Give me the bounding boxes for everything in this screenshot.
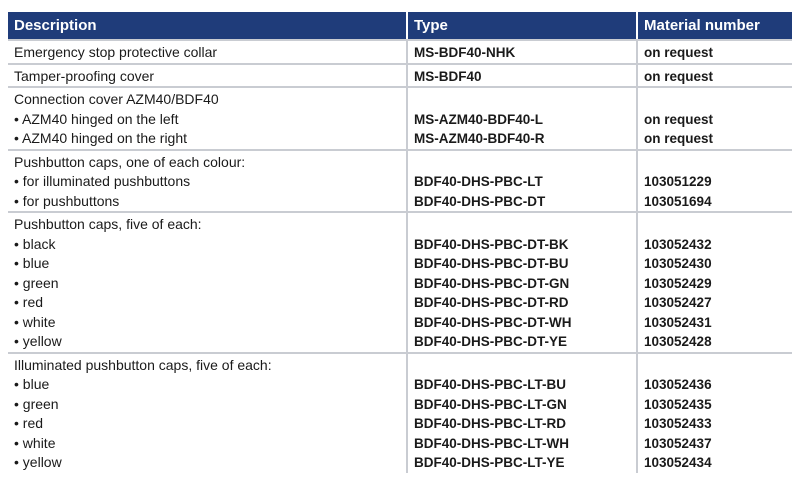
type-code: BDF40-DHS-PBC-DT-BK (414, 236, 569, 252)
material-number: 103052429 (644, 275, 712, 291)
description-cell (8, 354, 408, 473)
table-row (8, 211, 792, 352)
material-number: on request (644, 45, 714, 60)
material-number: 103052427 (644, 295, 712, 310)
description-line: Emergency stop protective collar (14, 44, 218, 60)
description-line: • red (14, 294, 44, 310)
material-number-cell (638, 41, 792, 63)
description-line: • AZM40 hinged on the right (14, 130, 188, 146)
header-material-number: Material number (644, 17, 760, 34)
description-line: • AZM40 hinged on the left (14, 110, 179, 127)
table-row (8, 63, 792, 87)
table-row (8, 39, 792, 63)
description-line: Connection cover AZM40/BDF40 (14, 91, 219, 107)
material-number: 103051229 (644, 174, 712, 189)
table-row (8, 352, 792, 473)
description-line: • green (14, 274, 59, 291)
material-number: 103052432 (644, 236, 712, 252)
type-code: MS-BDF40 (414, 68, 482, 84)
type-code: BDF40-DHS-PBC-LT-RD (414, 416, 566, 431)
description-line: • yellow (14, 454, 62, 470)
type-cell (408, 354, 638, 473)
material-number-cell (638, 65, 792, 87)
type-code: MS-AZM40-BDF40-L (414, 111, 544, 127)
material-number-cell (638, 88, 792, 149)
type-cell (408, 151, 638, 212)
type-code: BDF40-DHS-PBC-DT-YE (414, 334, 568, 349)
description-line: Pushbutton caps, five of each: (14, 216, 202, 232)
description-line: Tamper-proofing cover (14, 67, 155, 84)
description-line: • yellow (14, 333, 62, 349)
type-code: MS-BDF40-NHK (414, 45, 516, 60)
type-code: BDF40-DHS-PBC-DT-GN (414, 275, 570, 291)
description-line: • red (14, 415, 44, 431)
type-cell (408, 88, 638, 149)
material-number: 103052428 (644, 334, 712, 349)
type-cell (408, 41, 638, 63)
material-number: 103052437 (644, 435, 712, 451)
material-number: 103052431 (644, 314, 712, 330)
header-description: Description (8, 12, 408, 39)
material-number: on request (644, 68, 714, 84)
header-type: Type (408, 12, 638, 39)
material-number: on request (644, 111, 714, 127)
material-number-cell (638, 354, 792, 473)
description-line: • blue (14, 376, 50, 392)
material-number (644, 153, 792, 173)
accessories-table (8, 12, 792, 473)
table-header (8, 12, 792, 39)
description-cell (8, 88, 408, 149)
type-code (414, 215, 636, 235)
type-code: BDF40-DHS-PBC-LT (414, 174, 543, 189)
type-code: BDF40-DHS-PBC-DT-BU (414, 256, 569, 271)
type-code: BDF40-DHS-PBC-DT-WH (414, 314, 572, 330)
type-cell (408, 65, 638, 87)
type-code: BDF40-DHS-PBC-DT-RD (414, 295, 569, 310)
type-code: BDF40-DHS-PBC-LT-GN (414, 396, 567, 412)
material-number: 103052433 (644, 416, 712, 431)
description-line: • for illuminated pushbuttons (14, 173, 191, 189)
description-line: Illuminated pushbutton caps, five of each: (14, 356, 272, 373)
description-line: • blue (14, 255, 50, 271)
material-number: 103052436 (644, 377, 712, 392)
material-number: on request (644, 131, 714, 146)
material-number-cell (638, 213, 792, 352)
description-line: • for pushbuttons (14, 192, 120, 209)
description-line: Pushbutton caps, one of each colour: (14, 153, 246, 170)
description-cell (8, 151, 408, 212)
material-number: 103052434 (644, 455, 712, 470)
material-number (644, 356, 792, 376)
type-code: BDF40-DHS-PBC-DT (414, 193, 546, 209)
description-cell (8, 213, 408, 352)
description-cell (8, 41, 408, 63)
material-number (644, 215, 792, 235)
material-number: 103051694 (644, 193, 712, 209)
table-row (8, 149, 792, 212)
description-line: • black (14, 235, 56, 252)
description-line: • white (14, 313, 56, 330)
type-cell (408, 213, 638, 352)
type-code (414, 90, 636, 110)
type-code (414, 356, 636, 376)
description-line: • white (14, 434, 56, 451)
description-cell (8, 65, 408, 87)
type-code: BDF40-DHS-PBC-LT-BU (414, 377, 566, 392)
table-row (8, 86, 792, 149)
material-number: 103052435 (644, 396, 712, 412)
type-code: BDF40-DHS-PBC-LT-YE (414, 455, 565, 470)
material-number: 103052430 (644, 256, 712, 271)
type-code (414, 153, 636, 173)
material-number (644, 90, 792, 110)
table-body (8, 39, 792, 473)
type-code: BDF40-DHS-PBC-LT-WH (414, 435, 569, 451)
type-code: MS-AZM40-BDF40-R (414, 131, 545, 146)
material-number-cell (638, 151, 792, 212)
description-line: • green (14, 395, 59, 412)
